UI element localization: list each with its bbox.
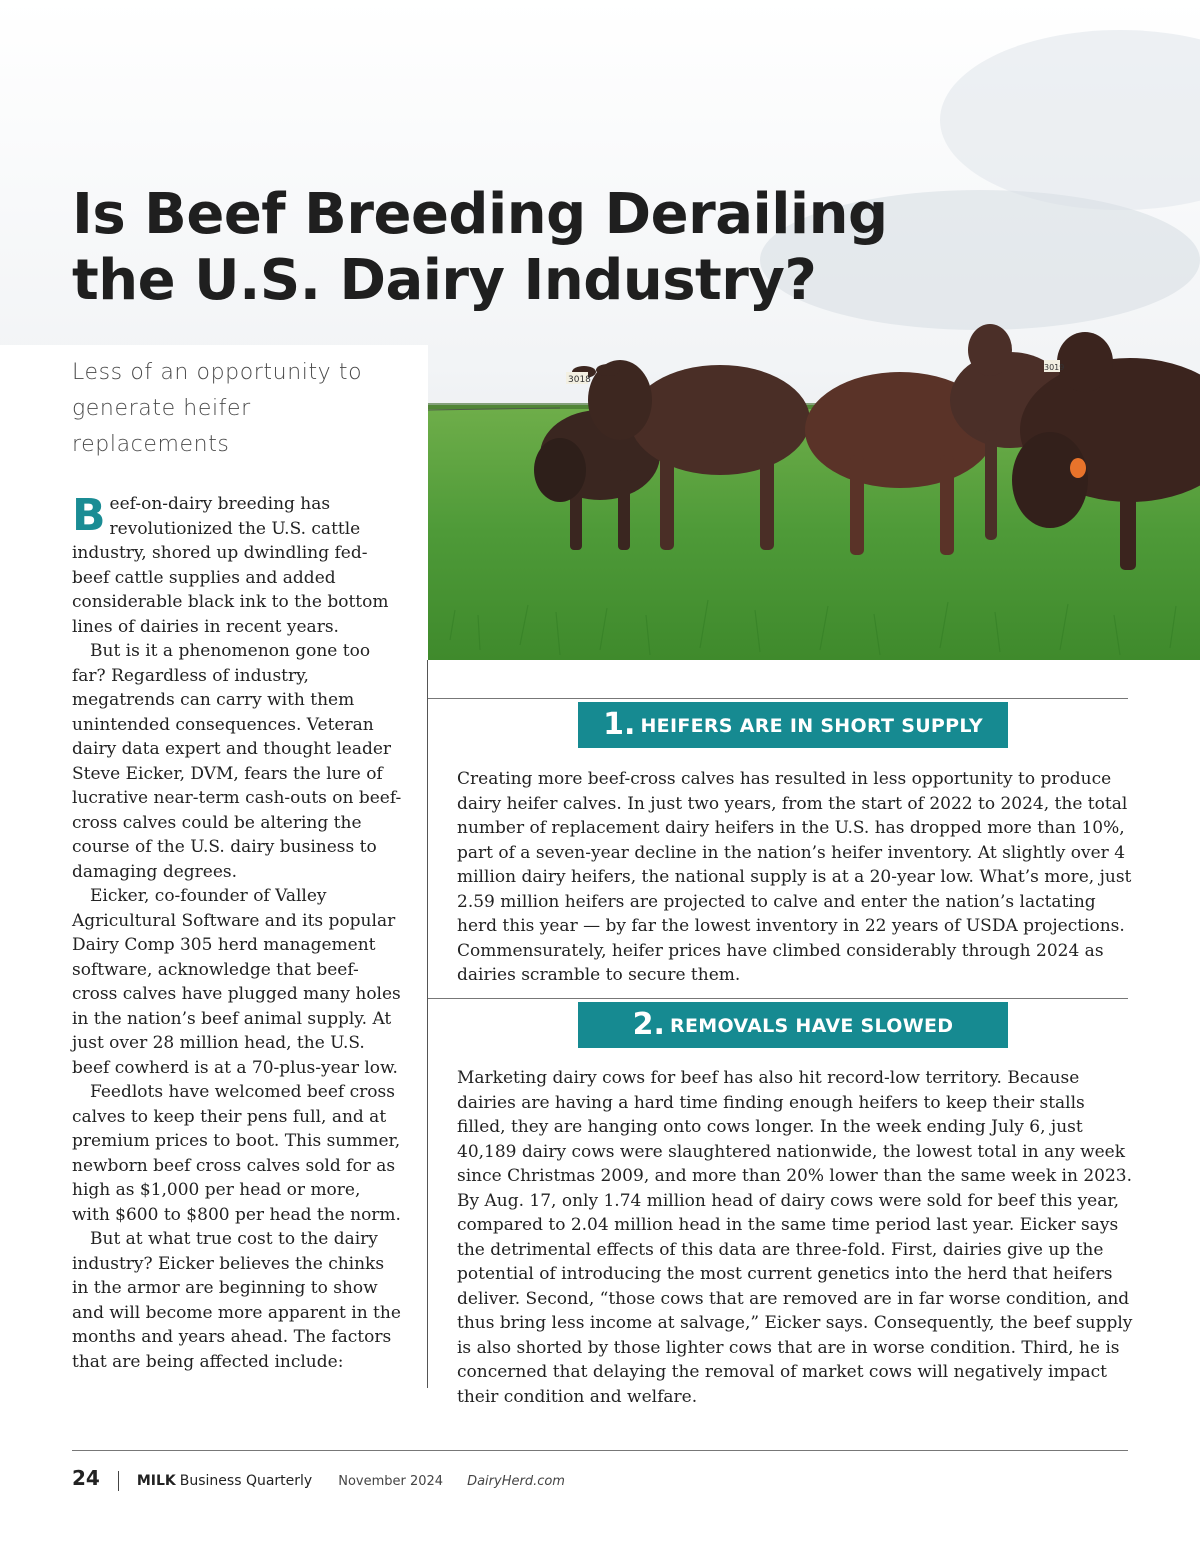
section-body: Creating more beef-cross calves has resulted in less opportunity to produce dairy heifer calves. In just two years, from the start of 2022 to 2024, the total number of replacement dairy heifers in the U.S. has dropped more than 10%, part of a seven-year decline in the nation’s heifer inventory. At slightly over 4 million dairy heifers, the national supply is at a 20-year low. What’s more, just 2.59 million heifers are projected to calve and enter the nation’s lactating herd this year — by far the lowest inventory in 22 years of USDA projections. Commensurately, heifer prices have climbed considerably through 2024 as dairies scramble to secure them. [457, 769, 1132, 985]
body-paragraph: Beef-on-dairy breeding has revolutionized the U.S. cattle industry, shored up dwindling fed-beef cattle supplies and added considerable black ink to the bottom lines of dairies in recent years. [72, 490, 389, 637]
section-body: Marketing dairy cows for beef has also hit record-low territory. Because dairies are having a hard time finding enough heifers to keep their stalls filled, they are hanging onto cows longer. In the week ending July 6, just 40,189 dairy cows were slaughtered nationwide, the lowest total in any week since Christmas 2009, and more than 20% lower than the same week in 2023. By Aug. 17, only 1.74 million head of dairy cows were sold for beef this year, compared to 2.04 million head in the same time period last year. Eicker says the detrimental effects of this data are three-fold. First, dairies give up the potential of introducing the most current genetics into the herd that heifers deliver. Second, “those cows that are removed are in far worse condition, and thus bring less income at salvage,” Eicker says. Consequently, the beef supply is also shorted by those lighter cows that are in worse condition. Third, he is concerned that delaying the removal of market cows will negatively impact their condition and welfare. [457, 1068, 1133, 1407]
headline-line: the U.S. Dairy Industry? [72, 248, 817, 313]
section-title: REMOVALS HAVE SLOWED [670, 1015, 954, 1037]
section-title: HEIFERS ARE IN SHORT SUPPLY [640, 715, 983, 737]
body-paragraph: But at what true cost to the dairy industry? Eicker believes the chinks in the armor are beginning to show and will become more apparent in the months and years ahead. The factors that are being affected include: [72, 1229, 401, 1372]
footer-separator [118, 1471, 119, 1491]
magazine-name: Business Quarterly [179, 1473, 313, 1489]
website-link[interactable]: DairyHerd.com [467, 1474, 565, 1489]
article-headline [72, 182, 972, 314]
section-banner [578, 1002, 1008, 1048]
page-number: 24 [72, 1466, 100, 1490]
magazine-brand: MILK [136, 1473, 176, 1489]
section-number: 1. [603, 707, 636, 742]
column-divider [427, 660, 428, 1388]
deck-line: generate heifer replacements [72, 396, 251, 457]
headline-line: Is Beef Breeding Derailing [72, 182, 888, 247]
page-footer [72, 1466, 565, 1496]
section-divider [428, 998, 1128, 999]
ear-tag-label: 3018 [568, 375, 591, 385]
ear-tag-label: 3019 [1044, 363, 1065, 372]
drop-cap: B [72, 490, 106, 541]
footer-divider [72, 1450, 1128, 1451]
issue-date: November 2024 [338, 1474, 444, 1489]
section-divider [428, 698, 1128, 699]
deck-line: Less of an opportunity to [72, 360, 363, 385]
section-banner [578, 702, 1008, 748]
article-body-column [72, 492, 402, 1374]
article-deck [72, 355, 412, 463]
body-paragraph: Eicker, co-founder of Valley Agricultural Software and its popular Dairy Comp 305 herd management software, acknowledge that beef-cross calves have plugged many holes in the nation’s beef animal supply. At just over 28 million head, the U.S. beef cowherd is at a 70-plus-year low. [72, 886, 401, 1078]
body-paragraph: Feedlots have welcomed beef cross calves to keep their pens full, and at premium prices to boot. This summer, newborn beef cross calves sold for as high as $1,000 per head or more, with $600 to $800 per head the norm. [72, 1082, 401, 1225]
section-number: 2. [632, 1007, 665, 1042]
body-paragraph: But is it a phenomenon gone too far? Regardless of industry, megatrends can carry with them unintended consequences. Veteran dairy data expert and thought leader Steve Eicker, DVM, fears the lure of lucrative near-term cash-outs on beef-cross calves could be altering the course of the U.S. dairy business to damaging degrees. [72, 641, 402, 882]
